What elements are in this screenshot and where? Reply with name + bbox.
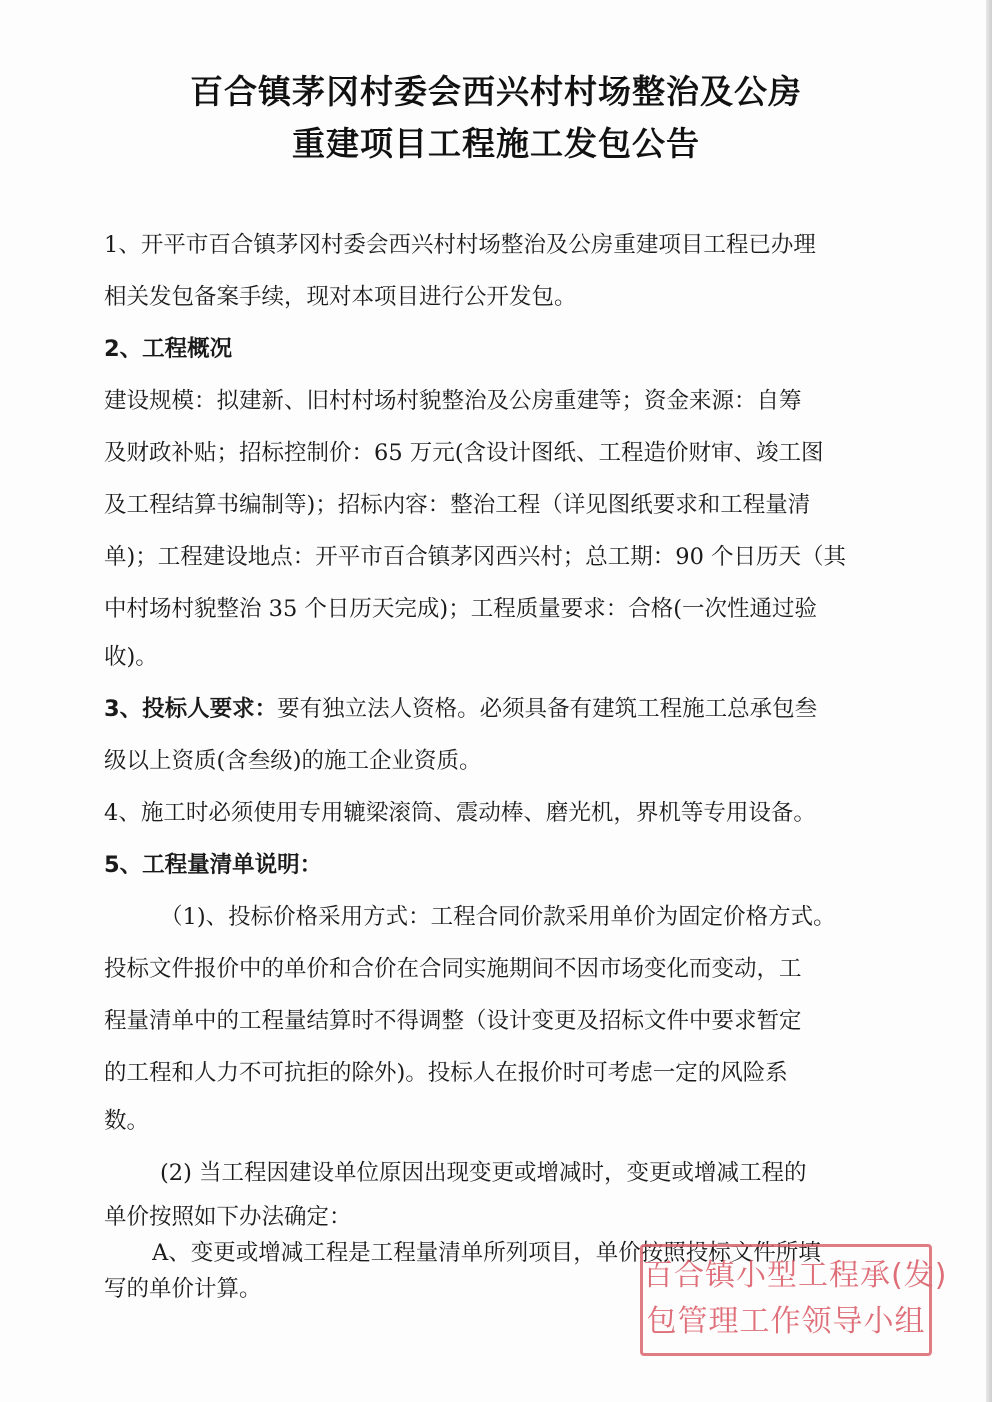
document-title-line-1: 百合镇茅冈村委会西兴村村场整治及公房 [190,72,802,111]
stamp-line-2: 包管理工作领导小组 [646,1304,926,1339]
clause-1-line-4: 的工程和人力不可抗拒的除外)。投标人在报价时可考虑一定的风险系 [104,1060,788,1086]
clause-a-line-1: A、变更或增减工程是工程量清单所列项目，单价按照投标文件所填 [152,1240,821,1266]
section-3-line-1 [104,694,894,724]
paragraph-2-line-5: 中村场村貌整治 35 个日历天完成)；工程质量要求：合格(一次性通过验 [104,596,817,622]
clause-2-line-2: 单价按照如下办法确定： [104,1204,352,1230]
clause-a-line-2: 写的单价计算。 [104,1276,262,1302]
paragraph-1-line-2: 相关发包备案手续，现对本项目进行公开发包。 [104,284,577,310]
clause-1-line-3: 程量清单中的工程量结算时不得调整（设计变更及招标文件中要求暂定 [104,1008,802,1034]
paragraph-1-line-1: 1、开平市百合镇茅冈村委会西兴村村场整治及公房重建项目工程已办理 [104,232,816,258]
clause-1-line-1: （1)、投标价格采用方式：工程合同价款采用单价为固定价格方式。 [160,904,836,930]
section-4-text: 4、施工时必须使用专用辘梁滚筒、震动棒、磨光机，界机等专用设备。 [104,800,816,826]
official-seal-stamp [640,1244,948,1356]
clause-2-line-1: (2) 当工程因建设单位原因出现变更或增减时，变更或增减工程的 [160,1160,807,1186]
section-5-heading: 5、工程量清单说明： [104,852,323,878]
section-3-text: 要有独立法人资格。必须具备有建筑工程施工总承包叁 [277,696,818,722]
paragraph-2-line-4: 单)；工程建设地点：开平市百合镇茅冈西兴村；总工期：90 个日历天（其 [104,544,847,570]
page-edge [986,0,992,1402]
paragraph-2-line-6: 收)。 [104,644,158,670]
paragraph-2-line-2: 及财政补贴；招标控制价：65 万元(含设计图纸、工程造价财审、竣工图 [104,440,824,466]
stamp-line-1: 百合镇小型工程承(发) [643,1258,948,1293]
clause-1-line-2: 投标文件报价中的单价和合价在合同实施期间不因市场变化而变动，工 [104,956,802,982]
clause-1-line-5: 数。 [104,1108,150,1134]
section-3-line-2: 级以上资质(含叁级)的施工企业资质。 [104,748,482,774]
section-2-heading: 2、工程概况 [104,336,233,362]
paragraph-2-line-1: 建设规模：拟建新、旧村村场村貌整治及公房重建等；资金来源：自筹 [104,388,802,414]
section-3-heading: 3、投标人要求： [104,696,278,722]
paragraph-2-line-3: 及工程结算书编制等)；招标内容：整治工程（详见图纸要求和工程量清 [104,492,811,518]
document-title-line-2: 重建项目工程施工发包公告 [292,124,700,163]
